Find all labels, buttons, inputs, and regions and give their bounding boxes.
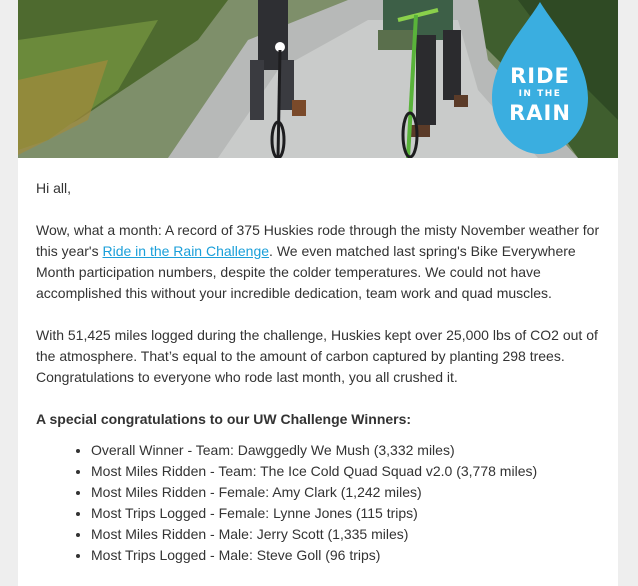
winner-item: • Most Miles Ridden - Male: Jerry Scott (1,335 miles) bbox=[91, 524, 600, 545]
winner-item: • Most Trips Logged - Male: Steve Goll (96 trips) bbox=[91, 545, 600, 566]
paragraph-stats: With 51,425 miles logged during the challenge, Huskies kept over 25,000 lbs of CO2 out of the atmosphere. That’s equal to the amount of carbon captured by planting 298 trees. Congratulations to everyone who rode last month, you all crushed it. bbox=[36, 327, 598, 385]
winner-item: • Overall Winner - Team: Dawggedly We Mush (3,332 miles) bbox=[91, 440, 600, 461]
winners-list bbox=[36, 440, 600, 566]
winner-item: • Most Trips Logged - Female: Lynne Jones (115 trips) bbox=[91, 503, 600, 524]
email-body bbox=[18, 158, 618, 566]
logo-text-ride: RIDE bbox=[510, 64, 570, 88]
paragraph-intro bbox=[36, 220, 600, 304]
greeting: Hi all, bbox=[36, 180, 72, 196]
hero-banner-image bbox=[18, 0, 618, 158]
winner-item: • Most Miles Ridden - Female: Amy Clark (1,242 miles) bbox=[91, 482, 600, 503]
logo-text-rain: RAIN bbox=[509, 101, 571, 125]
paragraph-intro-text-2: . We even matched last spring's Bike Everywhere Month participation numbers, despite the colder temperatures. We could not have accomplished this without your incredible dedication, team work and quad muscles. bbox=[36, 243, 576, 301]
paragraph-intro-text-1: Wow, what a month: A record of 375 Huskies rode through the misty November weather for this year's bbox=[36, 222, 600, 259]
winners-heading: A special congratulations to our UW Challenge Winners: bbox=[36, 411, 412, 427]
logo-text-in-the: IN THE bbox=[518, 89, 562, 99]
winner-item: • Most Miles Ridden - Team: The Ice Cold Quad Squad v2.0 (3,778 miles) bbox=[91, 461, 600, 482]
ride-in-the-rain-challenge-link[interactable]: Ride in the Rain Challenge bbox=[102, 243, 270, 259]
email-card bbox=[18, 0, 618, 586]
